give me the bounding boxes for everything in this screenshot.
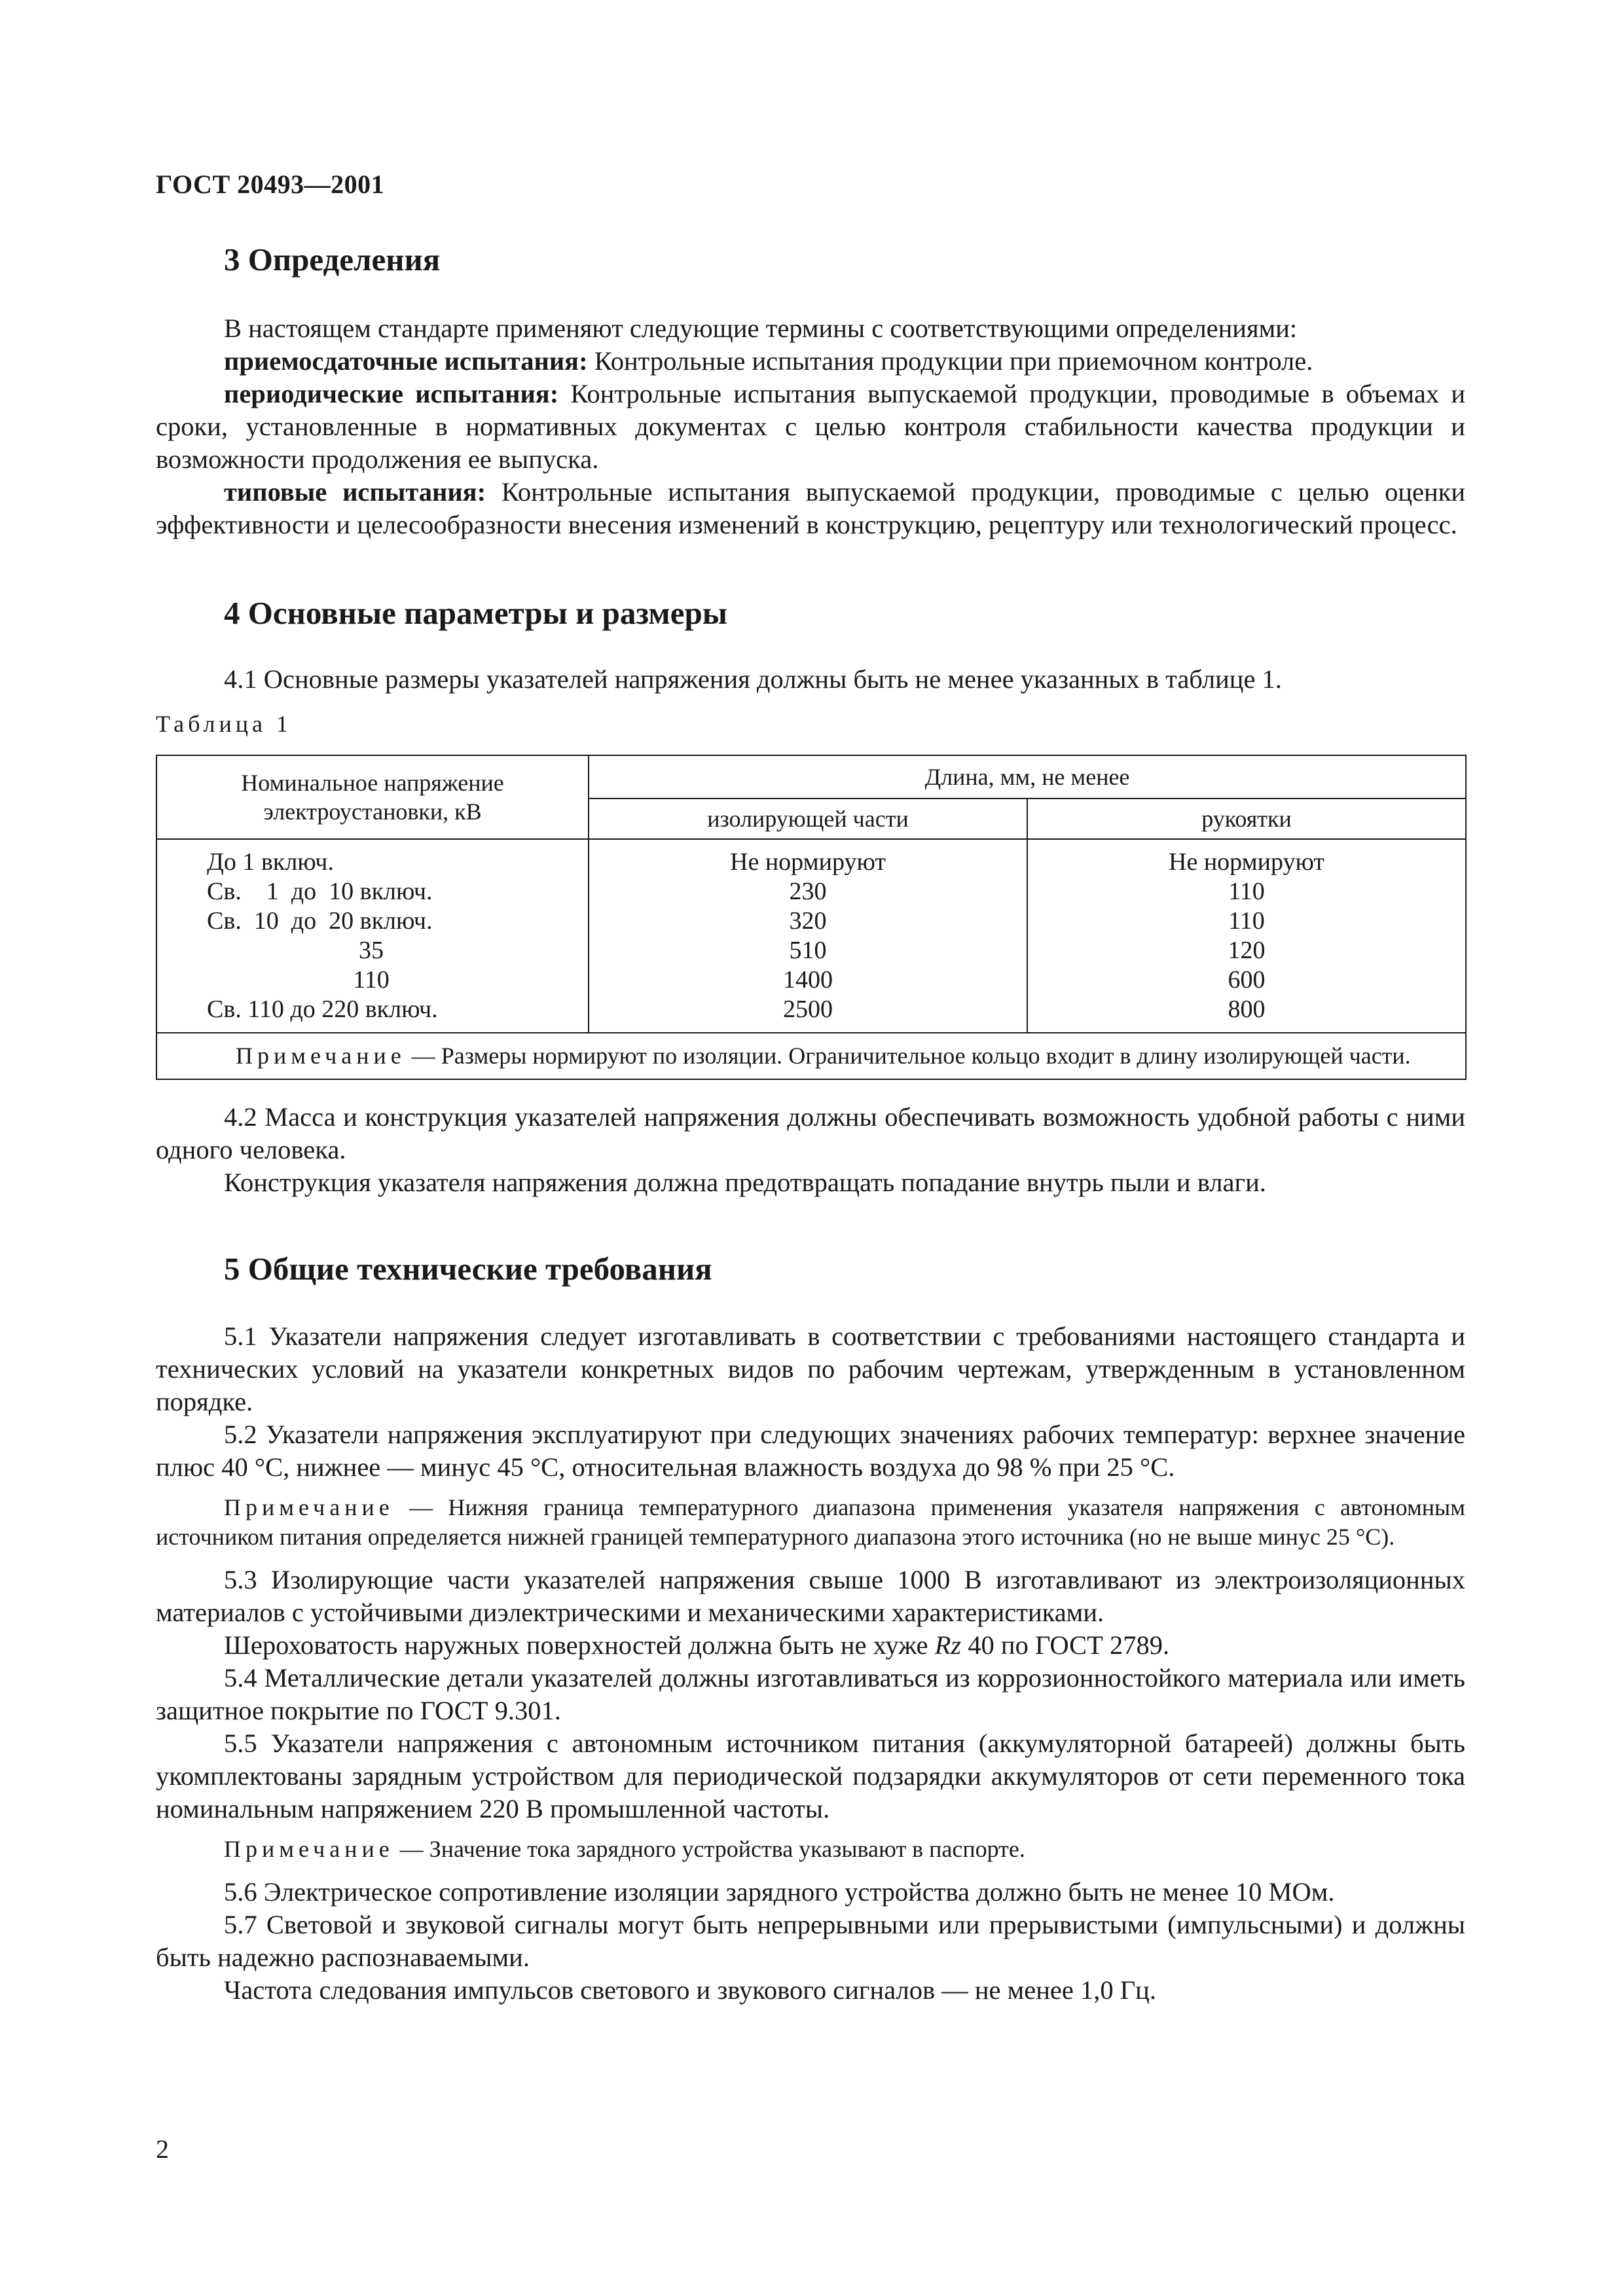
paragraph: 5.6 Электрическое сопротивление изоляции зарядного устройства должно быть не менее 10 МОм. bbox=[224, 1876, 1335, 1907]
section-definitions bbox=[156, 241, 1465, 541]
table-cell: 110 bbox=[1228, 877, 1265, 905]
table-cell: Не нормируют bbox=[1169, 848, 1324, 876]
table-cell: Св. 110 до 220 включ. bbox=[207, 995, 438, 1023]
table-note bbox=[156, 1033, 1466, 1079]
note bbox=[156, 1493, 1465, 1552]
note-text: — Размеры нормируют по изоляции. Ограничительное кольцо входит в длину изолирующей части. bbox=[405, 1042, 1411, 1069]
table-cell: 800 bbox=[1228, 995, 1266, 1023]
table-caption: Таблица 1 bbox=[156, 710, 292, 737]
paragraph: 5.3 Изолирующие части указателей напряжения свыше 1000 В изготавливают из электроизоляционных материалов с устойчивыми диэлектрическими и механическими характеристиками. bbox=[156, 1564, 1465, 1627]
section-technical-requirements bbox=[156, 1250, 1465, 2007]
table-cell: 600 bbox=[1228, 965, 1266, 994]
paragraph: 4.1 Основные размеры указателей напряжения должны быть не менее указанных в таблице 1. bbox=[224, 664, 1282, 694]
definition: Контрольные испытания выпускаемой продукции, проводимые в объемах и сроки, установленные в нормативных документах с целью контроля стабильности качества продукции и возможности продолжения ее выпуска. bbox=[156, 378, 1465, 474]
table-cell: 1400 bbox=[783, 965, 833, 994]
roughness-symbol: Rz bbox=[934, 1630, 962, 1660]
paragraph: 5.4 Металлические детали указателей должны изготавливаться из коррозионностойкого материала или иметь защитное покрытие по ГОСТ 9.301. bbox=[156, 1662, 1465, 1725]
paragraph: 5.1 Указатели напряжения следует изготавливать в соответствии с требованиями настоящего стандарта и технических условий на указатели конкретных видов по рабочим чертежам, утвержденным в установленном порядке. bbox=[156, 1321, 1465, 1416]
page-number: 2 bbox=[156, 2134, 169, 2164]
text: Шероховатость наружных поверхностей должна быть не хуже bbox=[224, 1630, 935, 1660]
note-label: Примечание bbox=[224, 1835, 394, 1862]
table-column-handle bbox=[1027, 839, 1466, 1033]
table-cell: 110 bbox=[353, 965, 390, 994]
note-label: Примечание bbox=[236, 1042, 406, 1069]
table-column-voltage bbox=[156, 839, 589, 1033]
term: периодические испытания: bbox=[224, 378, 559, 408]
paragraph: В настоящем стандарте применяют следующие термины с соответствующими определениями: bbox=[224, 313, 1298, 343]
table-cell: Св. 1 до 10 включ. bbox=[207, 877, 433, 905]
term: приемосдаточные испытания: bbox=[224, 346, 588, 376]
document-code: ГОСТ 20493—2001 bbox=[156, 170, 385, 199]
paragraph: Частота следования импульсов светового и звукового сигналов — не менее 1,0 Гц. bbox=[224, 1975, 1156, 2005]
table-cell: Св. 10 до 20 включ. bbox=[207, 906, 433, 935]
document-page bbox=[156, 0, 1465, 2296]
table-cell: 110 bbox=[1228, 906, 1265, 935]
table-header-voltage: Номинальное напряжение электроустановки, кВ bbox=[156, 755, 589, 839]
table-cell: 510 bbox=[789, 936, 827, 964]
table-header-handle: рукоятки bbox=[1027, 798, 1466, 839]
note-text: — Нижняя граница температурного диапазона применения указателя напряжения с автономным источником питания определяется нижней границей температурного диапазона этого источника (но не выше минус 25 °С). bbox=[156, 1494, 1465, 1550]
definition: Контрольные испытания продукции при приемочном контроле. bbox=[587, 346, 1313, 376]
paragraph: 5.5 Указатели напряжения с автономным источником питания (аккумуляторной батареей) должны быть укомплектованы зарядным устройством для периодической подзарядки аккумуляторов от сети переменного тока номинальным напряжением 220 В промышленной частоты. bbox=[156, 1728, 1465, 1823]
paragraph: 5.7 Световой и звуковой сигналы могут быть непрерывными или прерывистыми (импульсными) и должны быть надежно распознаваемыми. bbox=[156, 1909, 1465, 1972]
table-cell: 320 bbox=[789, 906, 827, 935]
section-title: 4 Основные параметры и размеры bbox=[224, 595, 727, 631]
term-definition bbox=[156, 378, 1465, 476]
table-header-insulating: изолирующей части bbox=[589, 798, 1027, 839]
table-column-insulating bbox=[589, 839, 1027, 1033]
table-cell: 35 bbox=[359, 936, 384, 964]
section-parameters bbox=[156, 594, 1465, 1199]
note bbox=[156, 1835, 1465, 1864]
term-definition bbox=[156, 345, 1465, 378]
note-label: Примечание bbox=[224, 1494, 394, 1520]
table-header-length: Длина, мм, не менее bbox=[589, 755, 1466, 798]
section-title: 5 Общие технические требования bbox=[224, 1251, 712, 1287]
table-cell: До 1 включ. bbox=[207, 848, 334, 876]
section-title: 3 Определения bbox=[224, 242, 441, 278]
term: типовые испытания: bbox=[224, 476, 486, 507]
term-definition bbox=[156, 476, 1465, 541]
paragraph: Конструкция указателя напряжения должна предотвращать попадание внутрь пыли и влаги. bbox=[224, 1167, 1266, 1197]
text: 40 по ГОСТ 2789. bbox=[961, 1630, 1170, 1660]
table-cell: 120 bbox=[1228, 936, 1266, 964]
definition: Контрольные испытания выпускаемой продукции, проводимые с целью оценки эффективности и целесообразности внесения изменений в конструкцию, рецептуру или технологический процесс. bbox=[156, 476, 1465, 539]
dimensions-table bbox=[156, 755, 1467, 1080]
paragraph: 4.2 Масса и конструкция указателей напряжения должны обеспечивать возможность удобной работы с ними одного человека. bbox=[156, 1102, 1465, 1164]
note-text: — Значение тока зарядного устройства указывают в паспорте. bbox=[393, 1835, 1025, 1862]
paragraph: 5.2 Указатели напряжения эксплуатируют при следующих значениях рабочих температур: верхнее значение плюс 40 °С, нижнее — минус 45 °С, относительная влажность воздуха до 98 % при 25 °С. bbox=[156, 1419, 1465, 1482]
table-cell: Не нормируют bbox=[730, 848, 886, 876]
table-cell: 2500 bbox=[783, 995, 833, 1023]
table-cell: 230 bbox=[789, 877, 827, 905]
paragraph bbox=[156, 1629, 1465, 1662]
